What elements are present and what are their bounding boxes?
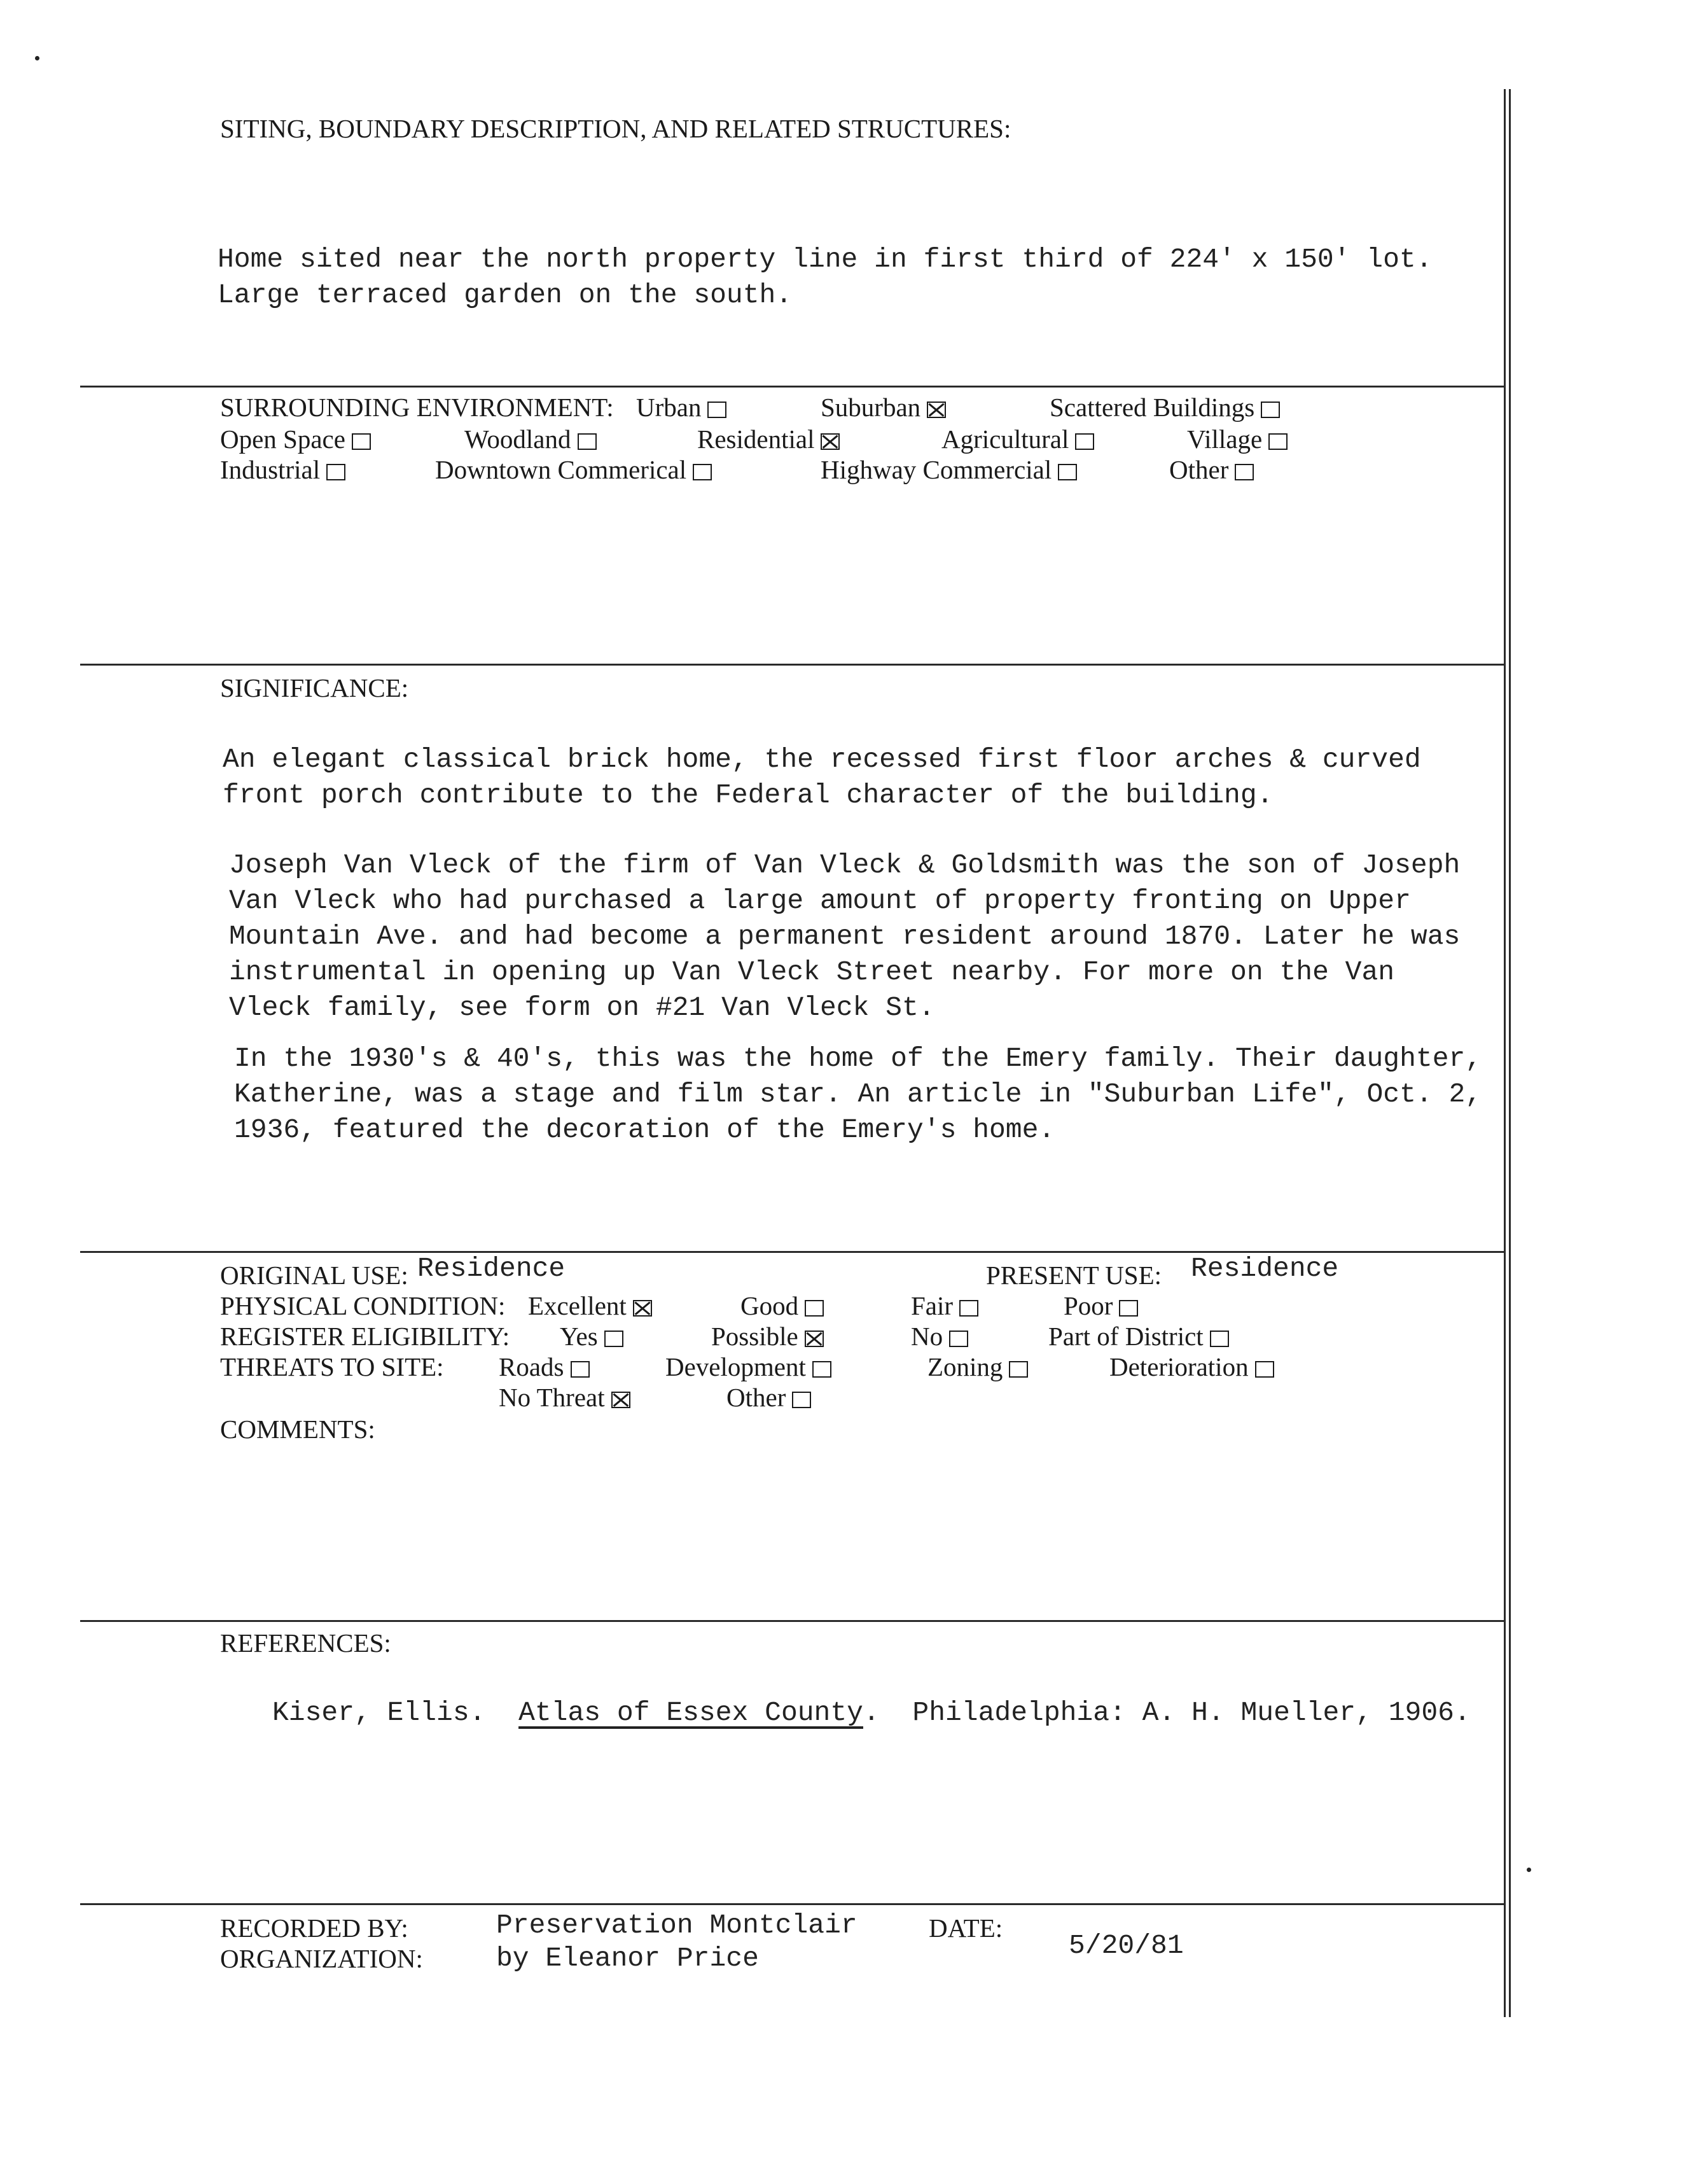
checkbox-development[interactable] xyxy=(812,1361,831,1378)
significance-line: instrumental in opening up Van Vleck Street nearby. For more on the Van xyxy=(229,956,1395,988)
eligibility-possible xyxy=(711,1321,824,1352)
env-option-label: Downtown Commerical xyxy=(435,455,687,484)
reference-publisher: Philadelphia: A. H. Mueller, 1906. xyxy=(912,1697,1471,1728)
checkbox-yes[interactable] xyxy=(604,1331,623,1347)
threat-roads xyxy=(499,1352,590,1382)
eligibility-option-label: Possible xyxy=(711,1322,798,1351)
present-use-value: Residence xyxy=(1191,1253,1339,1284)
env-option-label: Agricultural xyxy=(941,424,1069,454)
right-border-line-outer xyxy=(1509,89,1511,2017)
siting-text xyxy=(218,242,1433,313)
original-use-label: ORIGINAL USE: xyxy=(220,1261,408,1290)
significance-line: 1936, featured the decoration of the Emery's home. xyxy=(234,1114,1055,1145)
env-option-village xyxy=(1187,424,1288,454)
env-option-highway xyxy=(821,454,1077,485)
eligibility-no xyxy=(911,1321,968,1352)
threat-zoning xyxy=(927,1352,1028,1382)
checkbox-other-environment[interactable] xyxy=(1235,464,1254,480)
organization-label: ORGANIZATION: xyxy=(220,1944,423,1973)
threat-option-label: Development xyxy=(665,1352,806,1381)
threat-option-label: No Threat xyxy=(499,1383,605,1412)
checkbox-woodland[interactable] xyxy=(578,433,597,450)
threat-option-label: Zoning xyxy=(927,1352,1003,1381)
checkbox-possible[interactable] xyxy=(805,1331,824,1347)
recorded-by-label: RECORDED BY: xyxy=(220,1913,408,1943)
condition-excellent xyxy=(528,1290,652,1321)
condition-good xyxy=(740,1290,824,1321)
reference-title: Atlas of Essex County xyxy=(518,1697,863,1728)
reference-author: Kiser, Ellis. xyxy=(272,1697,486,1728)
checkbox-excellent[interactable] xyxy=(633,1300,652,1317)
checkbox-fair[interactable] xyxy=(959,1300,978,1317)
checkbox-roads[interactable] xyxy=(571,1361,590,1378)
section-divider xyxy=(80,664,1505,666)
significance-line: Mountain Ave. and had become a permanent resident around 1870. Later he was xyxy=(229,921,1461,952)
threat-no-threat xyxy=(499,1382,630,1413)
condition-option-label: Poor xyxy=(1064,1291,1113,1320)
checkbox-agricultural[interactable] xyxy=(1075,433,1094,450)
eligibility-option-label: Yes xyxy=(560,1322,598,1351)
checkbox-highway-commercial[interactable] xyxy=(1058,464,1077,480)
condition-option-label: Fair xyxy=(911,1291,954,1320)
scan-speck xyxy=(35,56,39,60)
threat-deterioration xyxy=(1109,1352,1274,1382)
threat-option-label: Roads xyxy=(499,1352,564,1381)
env-option-industrial xyxy=(220,454,345,485)
env-option-other xyxy=(1169,454,1254,485)
threat-other xyxy=(726,1382,811,1413)
condition-poor xyxy=(1064,1290,1138,1321)
env-option-downtown xyxy=(435,454,712,485)
references-heading: REFERENCES: xyxy=(220,1628,391,1658)
env-option-scattered xyxy=(1050,392,1280,423)
section-divider xyxy=(80,1903,1505,1905)
env-option-woodland xyxy=(464,424,597,454)
checkbox-industrial[interactable] xyxy=(326,464,345,480)
register-eligibility-label: REGISTER ELIGIBILITY: xyxy=(220,1322,510,1351)
checkbox-deterioration[interactable] xyxy=(1255,1361,1274,1378)
checkbox-part-of-district[interactable] xyxy=(1210,1331,1229,1347)
significance-line: Joseph Van Vleck of the firm of Van Vleck & Goldsmith was the son of Joseph xyxy=(229,849,1461,881)
original-use-value: Residence xyxy=(417,1253,566,1284)
checkbox-poor[interactable] xyxy=(1119,1300,1138,1317)
threat-option-label: Deterioration xyxy=(1109,1352,1249,1381)
significance-paragraph-3 xyxy=(234,1041,1482,1148)
right-border-line xyxy=(1504,89,1506,2017)
env-option-label: Highway Commercial xyxy=(821,455,1052,484)
date-label: DATE: xyxy=(929,1913,1003,1943)
env-option-label: Urban xyxy=(636,393,702,422)
env-option-label: Industrial xyxy=(220,455,321,484)
threat-development xyxy=(665,1352,831,1382)
condition-fair xyxy=(911,1290,978,1321)
siting-line: Home sited near the north property line in first third of 224' x 150' lot. xyxy=(218,244,1433,275)
date-value: 5/20/81 xyxy=(1069,1930,1184,1961)
eligibility-district xyxy=(1048,1321,1229,1352)
significance-line: Katherine, was a stage and film star. An article in "Suburban Life", Oct. 2, xyxy=(234,1079,1482,1110)
env-option-label: Scattered Buildings xyxy=(1050,393,1255,422)
significance-heading: SIGNIFICANCE: xyxy=(220,673,409,702)
eligibility-option-label: Part of District xyxy=(1048,1322,1204,1351)
significance-line: front porch contribute to the Federal character of the building. xyxy=(223,779,1274,811)
recorded-by-value: Preservation Montclair xyxy=(496,1910,857,1941)
condition-option-label: Good xyxy=(740,1291,799,1320)
significance-paragraph-2 xyxy=(229,848,1460,1026)
checkbox-village[interactable] xyxy=(1268,433,1288,450)
threats-label: THREATS TO SITE: xyxy=(220,1352,444,1381)
checkbox-no[interactable] xyxy=(949,1331,968,1347)
env-option-label: Residential xyxy=(697,424,815,454)
checkbox-suburban[interactable] xyxy=(927,402,946,418)
checkbox-downtown-commercial[interactable] xyxy=(693,464,712,480)
checkbox-good[interactable] xyxy=(805,1300,824,1317)
env-option-label: Village xyxy=(1187,424,1263,454)
significance-line: Van Vleck who had purchased a large amount of property fronting on Upper xyxy=(229,885,1411,916)
significance-line: Vleck family, see form on #21 Van Vleck St. xyxy=(229,992,935,1023)
checkbox-zoning[interactable] xyxy=(1009,1361,1028,1378)
significance-paragraph-1 xyxy=(223,742,1421,813)
checkbox-open-space[interactable] xyxy=(352,433,371,450)
siting-line: Large terraced garden on the south. xyxy=(218,279,793,311)
checkbox-other-threat[interactable] xyxy=(792,1392,811,1408)
eligibility-yes xyxy=(560,1321,623,1352)
reference-entry xyxy=(272,1695,1471,1731)
significance-line: An elegant classical brick home, the recessed first floor arches & curved xyxy=(223,744,1421,775)
checkbox-scattered-buildings[interactable] xyxy=(1261,402,1280,418)
env-option-label: Woodland xyxy=(464,424,571,454)
env-option-label: Suburban xyxy=(821,393,921,422)
env-option-residential xyxy=(697,424,840,454)
checkbox-urban[interactable] xyxy=(707,402,726,418)
condition-option-label: Excellent xyxy=(528,1291,627,1320)
checkbox-residential[interactable] xyxy=(821,433,840,450)
env-option-agricultural xyxy=(941,424,1094,454)
environment-heading: SURROUNDING ENVIRONMENT: xyxy=(220,393,614,422)
eligibility-option-label: No xyxy=(911,1322,943,1351)
physical-condition-label: PHYSICAL CONDITION: xyxy=(220,1291,506,1320)
env-option-label: Open Space xyxy=(220,424,345,454)
checkbox-no-threat[interactable] xyxy=(611,1392,630,1408)
significance-line: In the 1930's & 40's, this was the home of the Emery family. Their daughter, xyxy=(234,1043,1482,1074)
env-option-open-space xyxy=(220,424,371,454)
threat-option-label: Other xyxy=(726,1383,786,1412)
env-option-label: Other xyxy=(1169,455,1229,484)
present-use-label: PRESENT USE: xyxy=(986,1261,1162,1290)
comments-label: COMMENTS: xyxy=(220,1415,375,1444)
siting-heading: SITING, BOUNDARY DESCRIPTION, AND RELATED STRUCTURES: xyxy=(220,114,1011,143)
reference-title-punct: . xyxy=(863,1697,880,1728)
env-option-urban xyxy=(636,392,726,423)
organization-value: by Eleanor Price xyxy=(496,1943,759,1974)
scan-speck xyxy=(1527,1868,1531,1872)
section-divider xyxy=(80,386,1505,388)
section-divider xyxy=(80,1620,1505,1622)
env-option-suburban xyxy=(821,392,946,423)
